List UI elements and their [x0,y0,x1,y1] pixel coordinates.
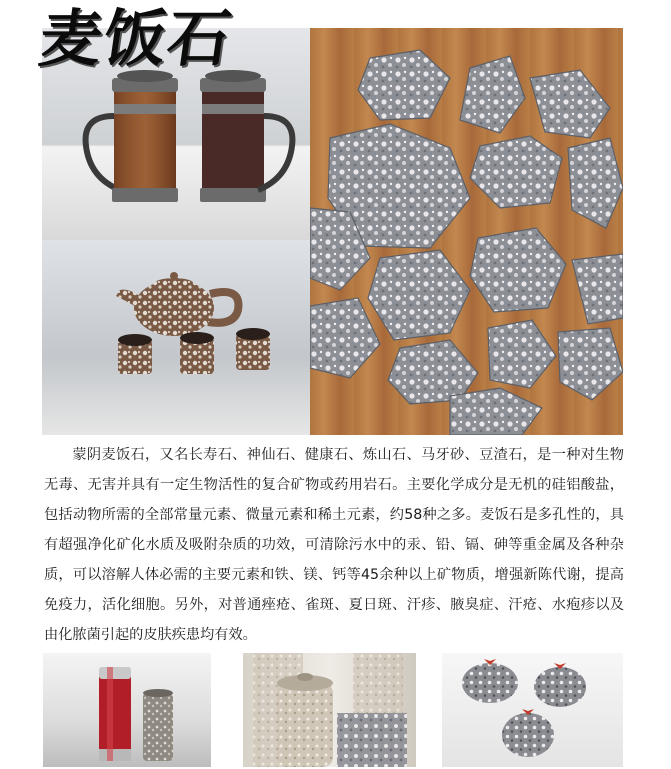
stone-teapot-photo [42,240,310,435]
page-title: 麦饭石 [34,2,238,75]
maifan-stones-photo [310,28,623,435]
stone-bags-photo [442,653,623,767]
description-text: 蒙阴麦饭石，又名长寿石、神仙石、健康石、炼山石、马牙砂、豆渣石，是一种对生物无毒、无害并具有一定生物活性的复合矿物或药用岩石。主要化学成分是无机的硅铝酸盐，包括动物所需的全部常量元素、微量元素和稀土元素，约58种之多。麦饭石是多孔性的，具有超强净化矿化水质及吸附杂质的功效，可清除污水中的汞、铅、镉、砷等重金属及各种杂质，可以溶解人体必需的主要元素和铁、镁、钙等45余种以上矿物质，增强新陈代谢，提高免疫力，活化细胞。另外，对普通痤疮、雀斑、夏日斑、汗疹、腋臭症、汗疮、水疱疹以及由化脓菌引起的皮肤疾患均有效。 [44,447,624,643]
stone-jars-photo [243,653,416,767]
thermos-bottle-photo [43,653,211,767]
